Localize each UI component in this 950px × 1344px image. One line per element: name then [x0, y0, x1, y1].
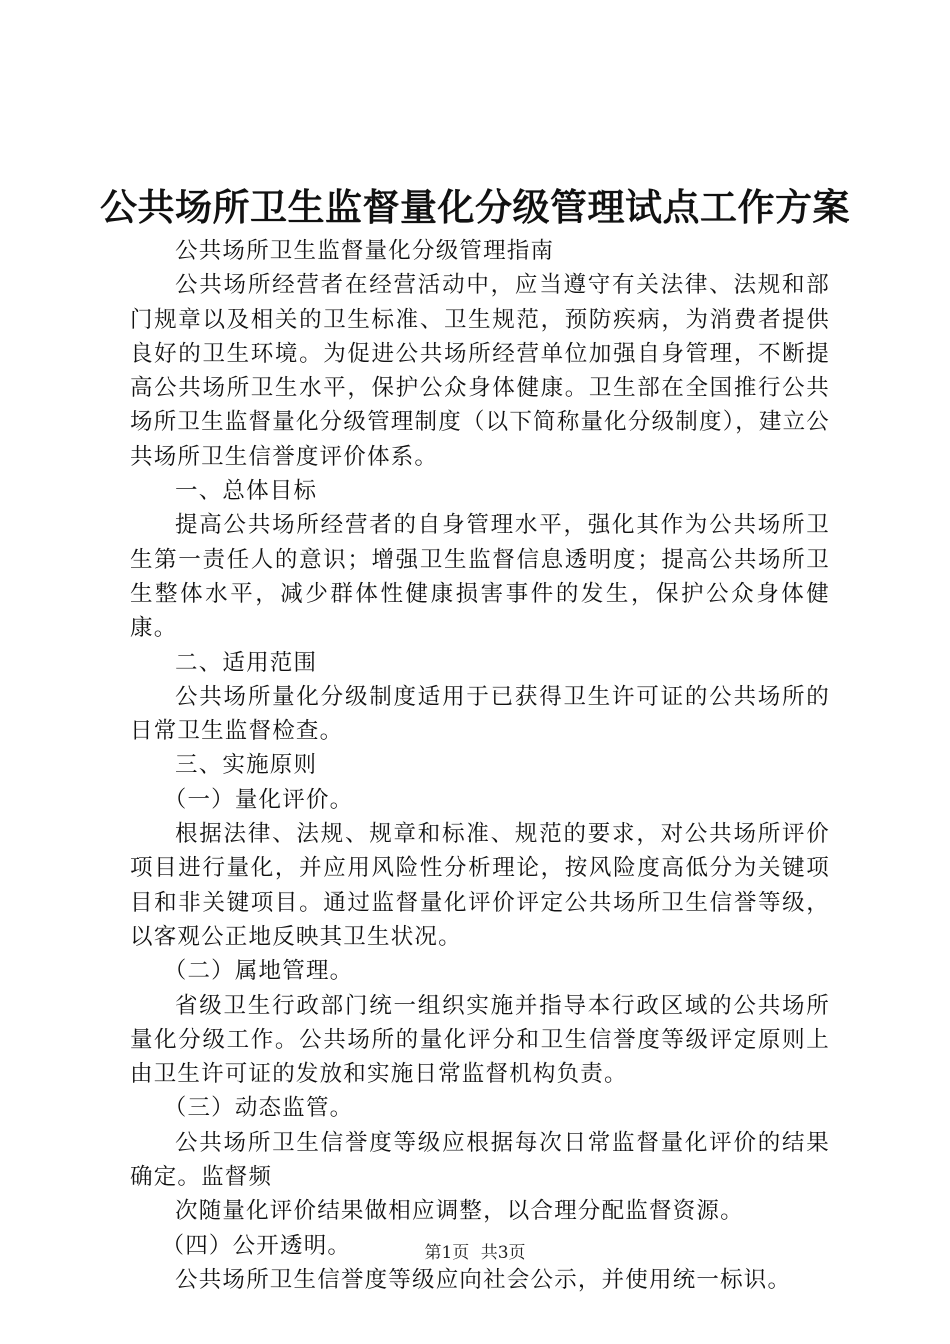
- page-footer: [0, 1241, 950, 1265]
- principle-paragraph-dynamic-cont: 次随量化评价结果做相应调整，以合理分配监督资源。: [175, 1198, 744, 1225]
- principle-paragraph-dynamic: 公共场所卫生信誉度等级应根据每次日常监督量化评价的结果确定。监督频: [130, 1129, 830, 1191]
- page-total: 共3页: [480, 1243, 526, 1263]
- guide-subtitle: 公共场所卫生监督量化分级管理指南: [175, 238, 555, 264]
- document-body: [130, 234, 830, 1297]
- principle-heading-quantified: （一）量化评价。: [163, 786, 354, 813]
- principle-paragraph-quantified: 根据法律、法规、规章和标准、规范的要求，对公共场所评价项目进行量化，并应用风险性分析理论，按风险度高低分为关键项目和非关键项目。通过监督量化评价评定公共场所卫生信誉等级，以客观公正地反映其卫生状况。: [130, 821, 830, 950]
- section-heading-principles: 三、实施原则: [175, 752, 318, 779]
- section-heading-goals: 一、总体目标: [175, 478, 318, 505]
- goals-paragraph: 提高公共场所经营者的自身管理水平，强化其作为公共场所卫生第一责任人的意识；增强卫生监督信息透明度；提高公共场所卫生整体水平，减少群体性健康损害事件的发生，保护公众身体健康。: [130, 512, 830, 642]
- principle-heading-territorial: （二）属地管理。: [163, 958, 354, 985]
- principle-heading-transparency: （四）公开透明。: [161, 1232, 352, 1259]
- page-number: 第1页: [424, 1243, 470, 1263]
- page-title: 公共场所卫生监督量化分级管理试点工作方案: [100, 186, 850, 229]
- principle-paragraph-transparency: 公共场所卫生信誉度等级应向社会公示，并使用统一标识。: [175, 1266, 792, 1293]
- section-heading-scope: 二、适用范围: [175, 649, 318, 676]
- principle-heading-dynamic: （三）动态监管。: [163, 1095, 354, 1122]
- scope-paragraph: 公共场所量化分级制度适用于已获得卫生许可证的公共场所的日常卫生监督检查。: [130, 683, 830, 745]
- principle-paragraph-territorial: 省级卫生行政部门统一组织实施并指导本行政区域的公共场所量化分级工作。公共场所的量化评分和卫生信誉度等级评定原则上由卫生许可证的发放和实施日常监督机构负责。: [130, 992, 830, 1088]
- intro-paragraph: 公共场所经营者在经营活动中，应当遵守有关法律、法规和部门规章以及相关的卫生标准、卫生规范，预防疾病，为消费者提供良好的卫生环境。为促进公共场所经营单位加强自身管理，不断提高公共场所卫生水平，保护公众身体健康。卫生部在全国推行公共场所卫生监督量化分级管理制度（以下简称量化分级制度），建立公共场所卫生信誉度评价体系。: [130, 272, 830, 470]
